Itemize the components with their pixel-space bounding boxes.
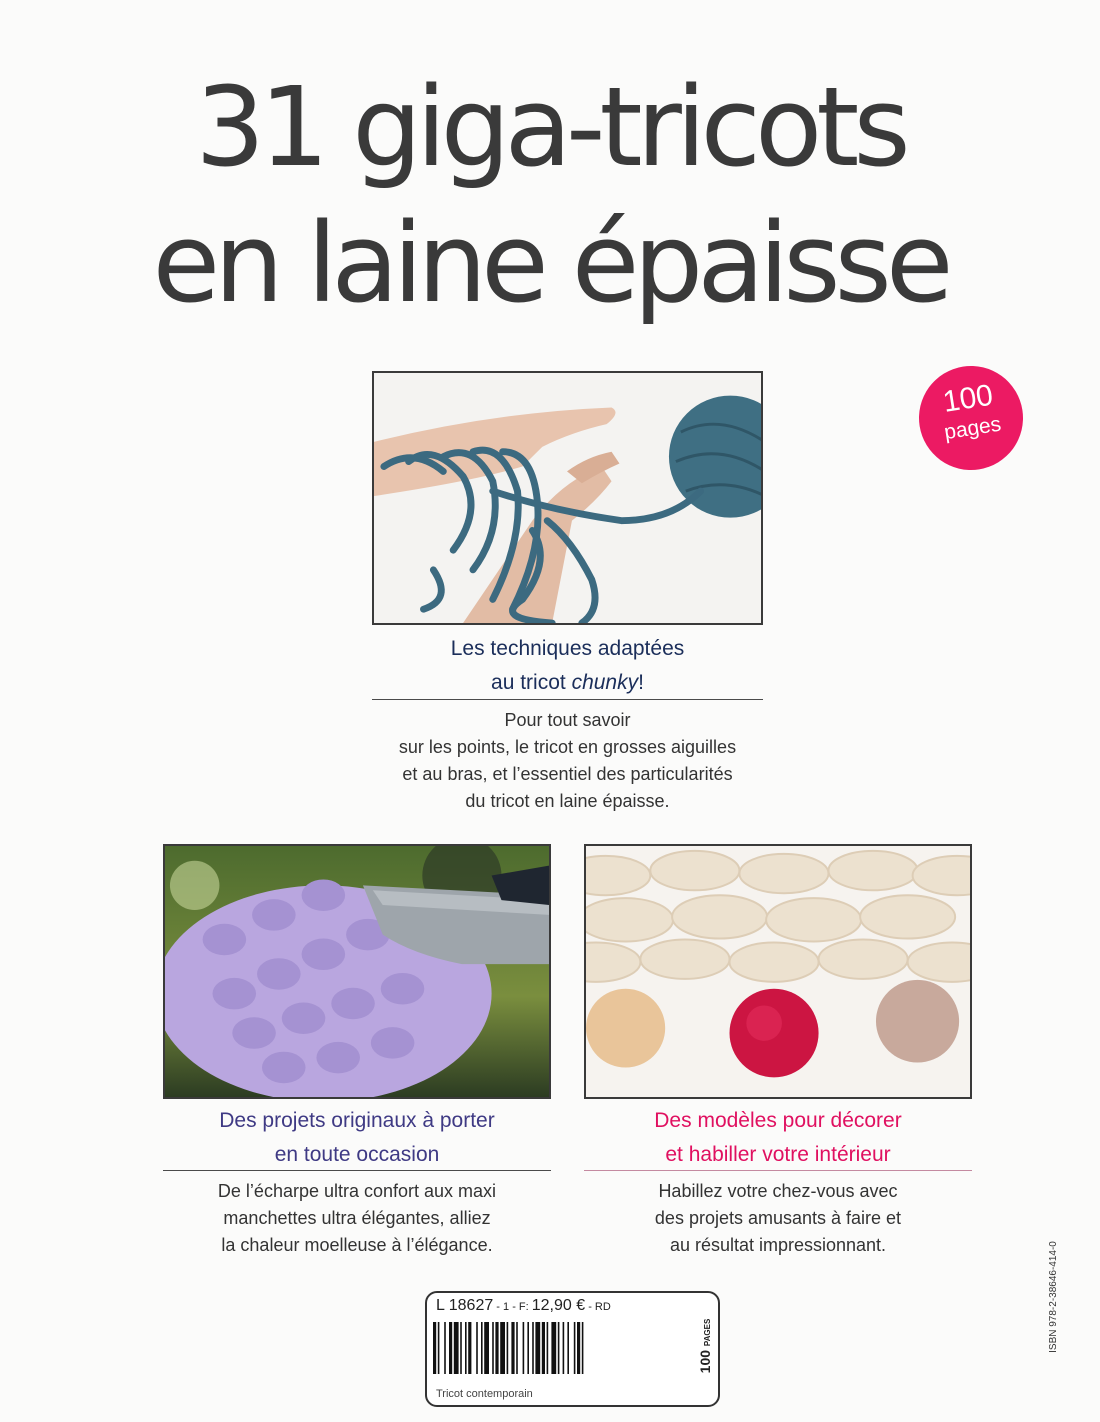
barcode-bar [460, 1322, 462, 1374]
barcode-bar [527, 1322, 529, 1374]
pompom-decoration-photo [584, 844, 972, 1099]
vertical-page-count [697, 1301, 717, 1391]
barcode-bar [558, 1322, 560, 1374]
barcode-bar [547, 1322, 549, 1374]
barcode-bar [563, 1322, 565, 1374]
purple-scarf-photo [163, 844, 551, 1099]
body-line: du tricot en laine épaisse. [465, 791, 670, 811]
barcode-bar [433, 1322, 436, 1374]
body-line: Habillez votre chez-vous avec [658, 1181, 898, 1201]
pages-number: 100 [697, 1349, 713, 1374]
heading-text: ! [638, 671, 644, 694]
barcode-bar [449, 1322, 452, 1374]
barcode-bar [438, 1322, 440, 1374]
heading-line [372, 666, 763, 700]
body-line: Pour tout savoir [504, 710, 631, 730]
barcode-bar [507, 1322, 509, 1374]
heading-text: au tricot [491, 671, 572, 694]
price-line [436, 1297, 611, 1315]
publication-name: Tricot contemporain [436, 1388, 533, 1400]
heading-line: Des projets originaux à porter [219, 1109, 495, 1132]
body-line: et au bras, et l’essentiel des particularités [402, 764, 733, 784]
barcode-bar [444, 1322, 446, 1374]
barcode-bar [495, 1322, 498, 1374]
badge-number: 100 [940, 378, 996, 419]
barcode-bar [454, 1322, 459, 1374]
pages-label: PAGES [703, 1318, 712, 1347]
page-count-badge [912, 359, 1031, 478]
barcode-bar [516, 1322, 518, 1374]
section-wear-projects-heading [140, 1104, 574, 1172]
section-decor-heading [565, 1104, 991, 1172]
section-decor-body [565, 1178, 991, 1259]
heading-line: en toute occasion [274, 1143, 440, 1166]
price-separator: - 1 - F: [493, 1301, 532, 1313]
isbn-number: ISBN 978-2-38646-414-0 [1048, 1241, 1059, 1353]
body-line: De l’écharpe ultra confort aux maxi [217, 1181, 497, 1201]
heading-emphasis: chunky [571, 671, 639, 694]
barcode-bar [551, 1322, 556, 1374]
cover-title-line-2: en laine épaisse [152, 199, 948, 327]
barcode-bar [523, 1322, 525, 1374]
barcode-icon [433, 1322, 683, 1374]
barcode-bar [511, 1322, 514, 1374]
price: 12,90 € [531, 1297, 586, 1314]
barcode-bar [542, 1322, 545, 1374]
barcode-bar [532, 1322, 534, 1374]
body-line: des projets amusants à faire et [654, 1208, 902, 1228]
barcode-bar [481, 1322, 483, 1374]
barcode-bar [500, 1322, 505, 1374]
section-techniques-body [330, 707, 805, 815]
heading-line: Des modèles pour décorer [654, 1109, 902, 1132]
body-line: au résultat impressionnant. [669, 1235, 887, 1255]
section-divider [163, 1170, 551, 1171]
barcode-bar [484, 1322, 489, 1374]
section-divider [584, 1170, 972, 1171]
barcode-bar [577, 1322, 580, 1374]
heading-line: Les techniques adaptées [450, 637, 685, 660]
barcode-bar [468, 1322, 471, 1374]
cover-title-line-1: 31 giga-tricots [195, 63, 905, 191]
heading-line: et habiller votre intérieur [665, 1143, 891, 1166]
barcode-bar [574, 1322, 576, 1374]
arm-knitting-photo [372, 371, 763, 625]
body-line: la chaleur moelleuse à l’élégance. [221, 1235, 493, 1255]
badge-label: pages [942, 412, 1003, 445]
section-techniques-heading [372, 632, 763, 700]
barcode-bar [465, 1322, 467, 1374]
body-line: manchettes ultra élégantes, alliez [223, 1208, 491, 1228]
barcode-bar [582, 1322, 584, 1374]
barcode-bar [535, 1322, 540, 1374]
body-line: sur les points, le tricot en grosses aiguilles [398, 737, 737, 757]
section-wear-projects-body [140, 1178, 574, 1259]
price-suffix: - RD [585, 1301, 611, 1313]
barcode-bar [492, 1322, 494, 1374]
barcode-bar [567, 1322, 569, 1374]
barcode-bar [476, 1322, 478, 1374]
product-code: L 18627 [436, 1297, 494, 1314]
section-divider [372, 699, 763, 700]
